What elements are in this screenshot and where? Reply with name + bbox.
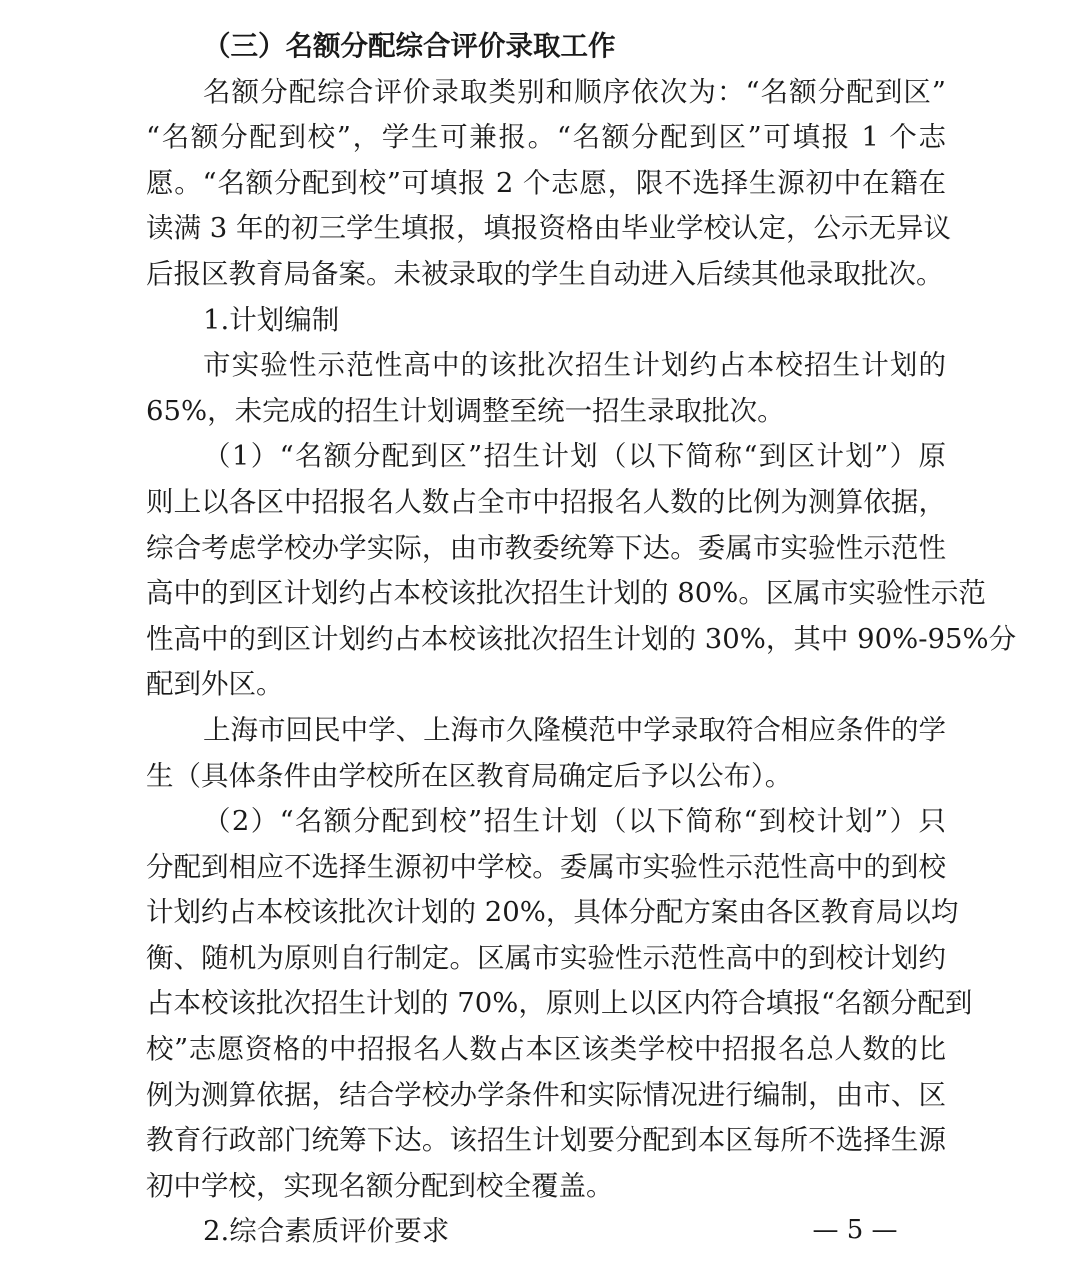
paragraph-line: 高中的到区计划约占本校该批次招生计划的 80%。区属市实验性示范	[146, 577, 986, 610]
paragraph-line: 计划约占本校该批次计划的 20%，具体分配方案由各区教育局以均	[146, 896, 959, 929]
paragraph-line: （2）“名额分配到校”招生计划（以下简称“到校计划”）只	[203, 805, 946, 838]
paragraph-line: 后报区教育局备案。未被录取的学生自动进入后续其他录取批次。	[146, 257, 944, 290]
paragraph-line: 上海市回民中学、上海市久隆模范中学录取符合相应条件的学	[203, 713, 946, 746]
paragraph-line: 生（具体条件由学校所在区教育局确定后予以公布）。	[146, 759, 793, 792]
paragraph-line: 初中学校，实现名额分配到校全覆盖。	[146, 1169, 614, 1202]
paragraph-line: 分配到相应不选择生源初中学校。委属市实验性示范性高中的到校	[146, 850, 946, 883]
section-heading: （三）名额分配综合评价录取工作	[203, 30, 616, 62]
paragraph-line: 名额分配综合评价录取类别和顺序依次为：“名额分配到区”	[203, 75, 946, 108]
paragraph-line: 教育行政部门统筹下达。该招生计划要分配到本区每所不选择生源	[146, 1124, 946, 1157]
paragraph-line: “名额分配到校”，学生可兼报。“名额分配到区”可填报 1 个志	[146, 121, 946, 154]
paragraph-line: 愿。“名额分配到校”可填报 2 个志愿，限不选择生源初中在籍在	[146, 166, 946, 199]
paragraph-line: 性高中的到区计划约占本校该批次招生计划的 30%，其中 90%-95%分	[146, 622, 1017, 655]
paragraph-line: 则上以各区中招报名人数占全市中招报名人数的比例为测算依据，	[146, 485, 946, 518]
paragraph-line: 例为测算依据，结合学校办学条件和实际情况进行编制，由市、区	[146, 1078, 946, 1111]
paragraph-line: （1）“名额分配到区”招生计划（以下简称“到区计划”）原	[203, 440, 946, 473]
paragraph-line: 65%，未完成的招生计划调整至统一招生录取批次。	[146, 394, 785, 427]
paragraph-line: 配到外区。	[146, 668, 284, 701]
paragraph-line: 读满 3 年的初三学生填报，填报资格由毕业学校认定，公示无异议	[146, 212, 951, 245]
paragraph-line: 占本校该批次招生计划的 70%，原则上以区内符合填报“名额分配到	[146, 987, 973, 1020]
subsection-heading: 2.综合素质评价要求	[203, 1215, 450, 1248]
subsection-heading: 1.计划编制	[203, 303, 340, 336]
page-number: — 5 —	[812, 1215, 898, 1245]
document-body	[146, 24, 1017, 1255]
paragraph-line: 市实验性示范性高中的该批次招生计划约占本校招生计划的	[203, 349, 946, 382]
paragraph-line: 综合考虑学校办学实际，由市教委统筹下达。委属市实验性示范性	[146, 531, 946, 564]
paragraph-line: 衡、随机为原则自行制定。区属市实验性示范性高中的到校计划约	[146, 941, 946, 974]
paragraph-line: 校”志愿资格的中招报名人数占本区该类学校中招报名总人数的比	[146, 1033, 946, 1066]
